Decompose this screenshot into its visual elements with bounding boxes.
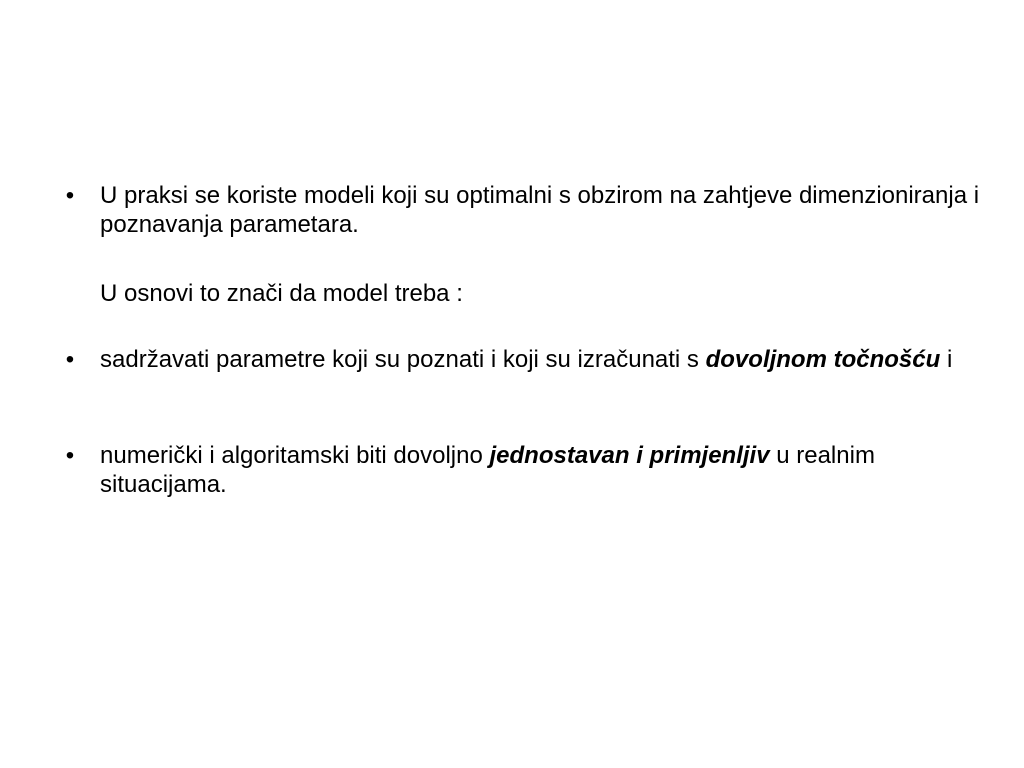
indented-line — [100, 279, 980, 308]
bullet-item-text: u realnim situacijama. — [100, 442, 875, 498]
bullet-item-2 — [65, 345, 980, 374]
bullet-item-text: sadržavati parametre koji su poznati i koji su izračunati s — [100, 346, 706, 373]
emphasized-text: jednostavan i primjenljiv — [489, 442, 770, 469]
bullet-icon: • — [65, 182, 75, 209]
bullet-icon: • — [65, 442, 75, 469]
bullet-item-text: i — [940, 346, 953, 373]
bullet-item-text: U praksi se koriste modeli koji su optimalni s obzirom na zahtjeve dimenzioniranja i poznavanja parametara. — [100, 182, 980, 238]
bullet-item-1 — [65, 181, 980, 239]
bullet-item-3 — [65, 441, 980, 499]
bullet-item-text: numerički i algoritamski biti dovoljno — [100, 442, 490, 469]
indented-line-text: U osnovi to znači da model treba : — [100, 280, 463, 307]
emphasized-text: dovoljnom točnošću — [705, 346, 941, 373]
bullet-icon: • — [65, 346, 75, 373]
